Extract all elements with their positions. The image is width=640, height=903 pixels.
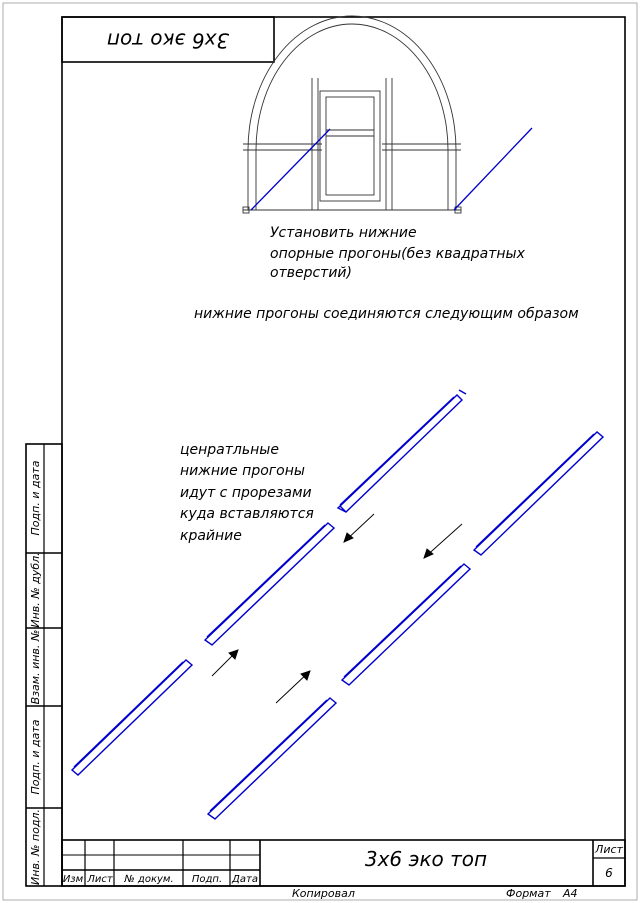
format-value: А4 bbox=[563, 887, 578, 900]
side-stamp-label: Подп. и дата bbox=[29, 460, 42, 536]
joining-note: нижние прогоны соединяются следующим образом bbox=[194, 306, 579, 322]
side-stamp-label: Инв. № дубл. bbox=[29, 552, 42, 628]
purlin-channel bbox=[338, 390, 466, 512]
purlin-channel bbox=[342, 564, 470, 685]
purlin-channel bbox=[208, 698, 336, 819]
side-stamp bbox=[26, 444, 62, 886]
top-stamp bbox=[62, 17, 274, 62]
arrow-icon bbox=[212, 650, 238, 676]
drawing-title: 3х6 эко топ bbox=[364, 847, 488, 871]
lower-purlin-right bbox=[454, 128, 532, 210]
sheet-number: 6 bbox=[605, 866, 613, 880]
header-date: Дата bbox=[232, 874, 258, 885]
central-note-line5: крайние bbox=[180, 528, 242, 544]
arrow-icon bbox=[276, 671, 310, 703]
header-izm: Изм bbox=[62, 874, 84, 885]
purlin-channel bbox=[474, 432, 603, 555]
sheet-label: Лист bbox=[595, 843, 623, 856]
central-note-line4: куда вставляются bbox=[180, 506, 314, 522]
install-note bbox=[270, 225, 526, 281]
title-block bbox=[62, 840, 625, 886]
copied-label: Копировал bbox=[292, 887, 355, 900]
purlins bbox=[72, 390, 603, 819]
side-stamp-label: Подп. и дата bbox=[29, 719, 42, 795]
install-note-line2: опорные прогоны(без квадратных bbox=[270, 246, 525, 262]
side-stamp-label: Взам. инв. № bbox=[29, 629, 42, 705]
central-note-line2: нижние прогоны bbox=[180, 463, 305, 479]
central-note bbox=[180, 442, 314, 544]
format-label: Формат bbox=[506, 887, 551, 900]
arrow-icon bbox=[424, 524, 462, 558]
central-note-line1: ценратльные bbox=[180, 442, 279, 458]
greenhouse-front-view bbox=[243, 16, 532, 213]
install-note-line1: Установить нижние bbox=[270, 225, 417, 241]
header-signature: Подп. bbox=[191, 874, 223, 885]
top-stamp-text: 3х6 эко топ bbox=[106, 28, 230, 53]
drawing-border bbox=[62, 17, 625, 886]
side-stamp-label: Инв. № подл. bbox=[29, 809, 42, 885]
install-note-line3: отверстий) bbox=[270, 265, 352, 281]
arrow-icon bbox=[344, 514, 374, 542]
header-list: Лист bbox=[87, 874, 113, 885]
purlin-channel bbox=[72, 660, 192, 775]
central-note-line3: идут с прорезами bbox=[180, 485, 312, 501]
header-doc-number: № докум. bbox=[124, 874, 174, 885]
